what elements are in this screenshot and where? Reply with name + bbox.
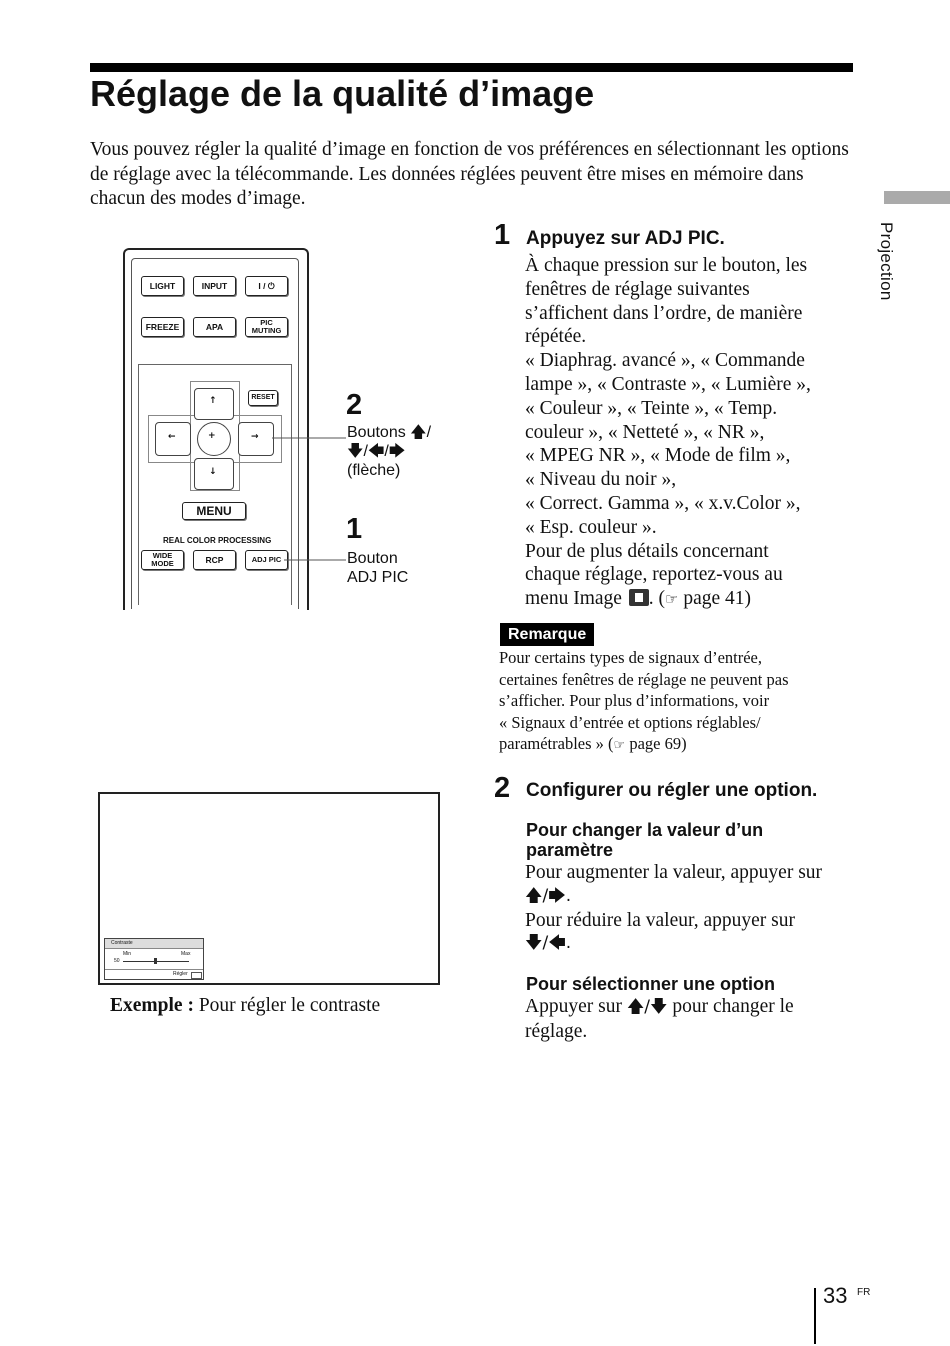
callout-2-text: Boutons 🡅/ 🡇/🡄/🡆 (flèche) — [347, 424, 432, 479]
wide-mode-button: WIDE MODE — [141, 550, 184, 570]
left-arrow-icon: ← — [168, 432, 176, 442]
osd-min: Min — [123, 951, 132, 957]
page-number: 33 — [823, 1283, 848, 1308]
select-option-text: Appuyer sur 🡅/🡇 pour changer le réglage. — [525, 996, 794, 1042]
step-1-heading: Appuyez sur ADJ PIC. — [526, 228, 725, 249]
intro-paragraph: Vous pouvez régler la qualité d’image en fonction de vos préférences en sélectionnant les options de réglage avec la télécommande. Les données réglées peuvent être mises en mémoire dans chacun des modes d’image. — [90, 139, 849, 209]
image-menu-icon — [629, 589, 649, 606]
left-arrow-button — [155, 422, 191, 456]
remarque-label: Remarque — [500, 623, 594, 646]
step-1-number: 1 — [494, 219, 511, 251]
callout-1-number: 1 — [346, 513, 363, 545]
light-button: LIGHT — [141, 276, 184, 296]
section-tab — [884, 191, 950, 204]
osd-max: Max — [181, 951, 191, 957]
pic-muting-button: PIC MUTING — [245, 317, 288, 337]
reference-icon: ☞ — [665, 590, 679, 609]
osd-value: 50 — [114, 958, 120, 964]
page-language: FR — [857, 1287, 871, 1298]
reference-icon: ☞ — [613, 738, 626, 754]
title-rule — [90, 63, 853, 72]
rcp-button: RCP — [193, 550, 236, 570]
up-arrow-button — [194, 388, 234, 420]
change-value-text: Pour augmenter la valeur, appuyer sur 🡅/🡆. Pour réduire la valeur, appuyer sur 🡇/🡄. — [525, 862, 823, 954]
freeze-button: FREEZE — [141, 317, 184, 337]
osd-key-icon — [191, 972, 202, 979]
apa-button: APA — [193, 317, 236, 337]
input-button: INPUT — [193, 276, 236, 296]
right-arrow-icon: → — [251, 432, 259, 442]
crosshair-icon: + — [208, 431, 216, 441]
reset-button: RESET — [248, 390, 278, 406]
page-title: Réglage de la qualité d’image — [90, 73, 595, 114]
remarque-text: Pour certains types de signaux d’entrée, certaines fenêtres de réglage ne peuvent pas s’afficher. Pour plus d’informations, voir « Signaux d’entrée et options réglables/ paramétrables » (☞ page 69) — [499, 648, 789, 754]
rcp-label: REAL COLOR PROCESSING — [163, 536, 272, 545]
down-arrow-icon: ↓ — [209, 467, 217, 477]
step-2-number: 2 — [494, 772, 511, 804]
step-1-body: À chaque pression sur le bouton, les fenêtres de réglage suivantes s’affichent dans l’ordre, de manière répétée. « Diaphrag. avancé », « Commande lampe », « Contraste », « Lumière », « Couleur », « Teinte », « Temp. couleur », « Netteté », « NR », « MPEG NR », « Mode de film », « Niveau du noir », « Correct. Gamma », « x.v.Color », « Esp. couleur ». Pour de plus détails concernant chaque réglage, reportez-vous au menu Image . (☞ page 41) — [525, 255, 811, 610]
figure-caption: Exemple : Pour régler le contraste — [110, 995, 381, 1016]
down-arrow-button — [194, 458, 234, 490]
osd-title: Contraste — [111, 940, 133, 946]
power-button: I / ⏻ — [245, 276, 288, 296]
up-arrow-icon: ↑ — [209, 396, 217, 406]
step-2-heading: Configurer ou régler une option. — [526, 780, 818, 801]
page-number-rule — [814, 1288, 816, 1344]
osd-slider-thumb — [154, 958, 157, 964]
osd-footer: Régler — [173, 971, 188, 977]
callout-1-text: Bouton ADJ PIC — [347, 550, 409, 586]
enter-button — [197, 422, 231, 456]
callout-leaders — [270, 430, 350, 570]
section-label: Projection — [877, 222, 896, 301]
adj-pic-button: ADJ PIC — [245, 550, 288, 570]
menu-button: MENU — [182, 502, 246, 520]
contrast-osd — [104, 938, 204, 980]
subheading-change-value: Pour changer la valeur d’un paramètre — [526, 820, 764, 860]
right-arrow-button — [238, 422, 274, 456]
callout-2-number: 2 — [346, 389, 363, 421]
subheading-select-option: Pour sélectionner une option — [526, 974, 776, 994]
